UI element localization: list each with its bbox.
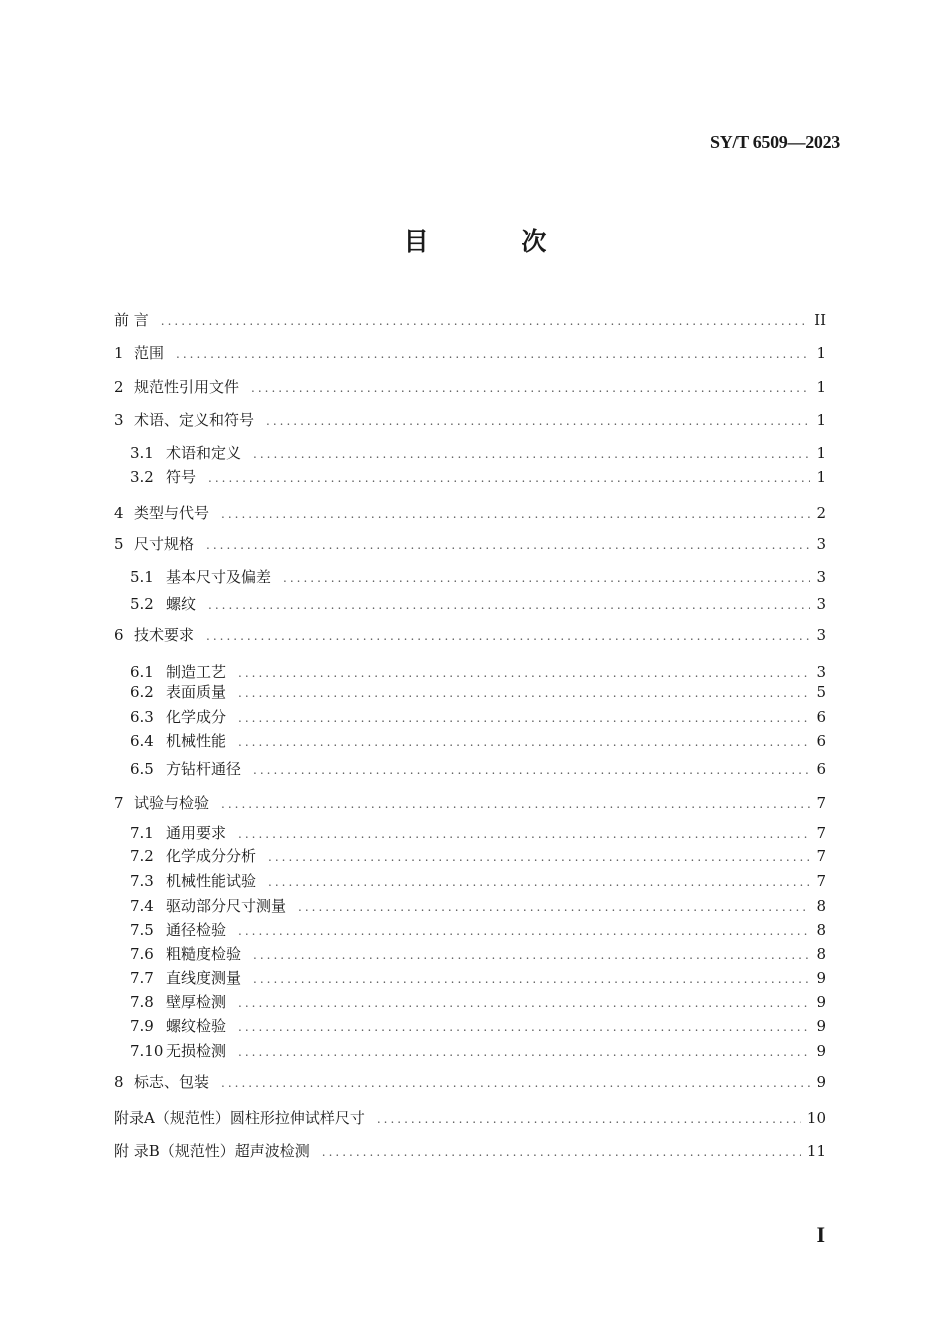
toc-entry[interactable]: [130, 467, 826, 487]
toc-entry-number: 3.1: [130, 444, 154, 462]
page-number: I: [816, 1222, 825, 1247]
dot-leader: [206, 626, 810, 646]
toc-entry-number: 7.6: [130, 945, 154, 963]
dot-leader: [238, 921, 810, 941]
toc-entry[interactable]: [114, 410, 826, 430]
toc-entry-page: 1: [816, 444, 826, 462]
dot-leader: [377, 1109, 801, 1129]
toc-entry-number: 7.7: [130, 969, 154, 987]
toc-entry-label: 无损检测: [166, 1042, 227, 1060]
toc-entry-label: 试验与检验: [134, 794, 210, 812]
toc-entry-label: 类型与代号: [134, 504, 210, 522]
toc-entry-number: 7.4: [130, 897, 154, 915]
toc-entry-page: 11: [806, 1142, 826, 1160]
toc-entry-number: 7.5: [130, 921, 154, 939]
toc-entry-page: 1: [816, 411, 826, 429]
toc-entry-number: 7.1: [130, 824, 154, 842]
toc-entry-page: II: [814, 311, 826, 329]
toc-entry-number: 6.5: [130, 760, 154, 778]
toc-entry-page: 6: [816, 760, 826, 778]
toc-entry-label: 通径检验: [166, 921, 227, 939]
toc-entry-number: 6.1: [130, 663, 154, 681]
toc-entry-number: 3: [114, 411, 124, 429]
toc-entry[interactable]: [114, 1072, 826, 1092]
toc-entry-number: 7.10: [130, 1042, 164, 1060]
page-title: 目 次: [403, 227, 589, 256]
toc-entry[interactable]: [130, 1016, 826, 1036]
toc-entry[interactable]: [130, 846, 826, 866]
toc-entry[interactable]: [130, 567, 826, 587]
toc-entry[interactable]: [130, 731, 826, 751]
toc-entry-label: 化学成分分析: [166, 847, 257, 865]
toc-entry[interactable]: [130, 823, 826, 843]
toc-entry[interactable]: [130, 968, 826, 988]
dot-leader: [238, 708, 810, 728]
dot-leader: [298, 897, 810, 917]
toc-entry[interactable]: [114, 625, 826, 645]
toc-entry-number: 4: [114, 504, 124, 522]
toc-entry-number: 7.8: [130, 993, 154, 1011]
dot-leader: [238, 732, 810, 752]
toc-entry[interactable]: [130, 707, 826, 727]
toc-entry-number: 7.3: [130, 872, 154, 890]
dot-leader: [176, 344, 810, 364]
toc-entry-label: 术语、定义和符号: [134, 411, 255, 429]
toc-entry-label: 粗糙度检验: [166, 945, 242, 963]
toc-entry[interactable]: [130, 871, 826, 891]
toc-entry-page: 9: [816, 993, 826, 1011]
toc-entry[interactable]: [130, 682, 826, 702]
dot-leader: [238, 993, 810, 1013]
toc-entry-number: 7.2: [130, 847, 154, 865]
toc-entry-number: 7: [114, 794, 124, 812]
toc-entry-number: 3.2: [130, 468, 154, 486]
toc-entry-page: 5: [816, 683, 826, 701]
dot-leader: [253, 945, 810, 965]
toc-entry-page: 10: [806, 1109, 826, 1127]
toc-entry[interactable]: [114, 310, 826, 330]
toc-entry-label: 直线度测量: [166, 969, 242, 987]
toc-entry-page: 9: [816, 969, 826, 987]
toc-entry-number: 5: [114, 535, 124, 553]
toc-entry-label: 范围: [134, 344, 165, 362]
standard-code: SY/T 6509—2023: [710, 132, 840, 152]
toc-entry[interactable]: [130, 1041, 826, 1061]
toc-entry-number: 6.2: [130, 683, 154, 701]
dot-leader: [268, 872, 810, 892]
dot-leader: [238, 1017, 810, 1037]
toc-entry-page: 8: [816, 945, 826, 963]
toc-entry-page: 7: [816, 794, 826, 812]
toc-entry-number: 6: [114, 626, 124, 644]
dot-leader: [238, 1042, 810, 1062]
toc-entry-label: 术语和定义: [166, 444, 242, 462]
toc-entry-page: 3: [816, 626, 826, 644]
dot-leader: [161, 311, 808, 331]
toc-entry[interactable]: [114, 534, 826, 554]
dot-leader: [266, 411, 810, 431]
toc-entry-label: 壁厚检测: [166, 993, 227, 1011]
toc-entry[interactable]: [114, 1141, 826, 1161]
toc-entry[interactable]: [114, 1108, 826, 1128]
toc-entry[interactable]: [130, 896, 826, 916]
dot-leader: [283, 568, 810, 588]
toc-entry-number: 2: [114, 378, 124, 396]
dot-leader: [268, 847, 810, 867]
toc-entry-page: 7: [816, 872, 826, 890]
dot-leader: [206, 535, 810, 555]
toc-entry-page: 8: [816, 897, 826, 915]
dot-leader: [251, 378, 810, 398]
toc-entry-label: 方钻杆通径: [166, 760, 242, 778]
dot-leader: [253, 969, 810, 989]
dot-leader: [253, 444, 810, 464]
toc-entry-page: 7: [816, 847, 826, 865]
toc-entry-page: 6: [816, 732, 826, 750]
toc-entry-label: 表面质量: [166, 683, 227, 701]
dot-leader: [208, 595, 810, 615]
toc-entry-page: 9: [816, 1042, 826, 1060]
toc-entry-label: 化学成分: [166, 708, 227, 726]
toc-entry[interactable]: [130, 992, 826, 1012]
toc-entry-page: 8: [816, 921, 826, 939]
toc-entry-label: 机械性能: [166, 732, 227, 750]
toc-entry-number: 6.4: [130, 732, 154, 750]
toc-entry[interactable]: [114, 793, 826, 813]
toc-entry[interactable]: [130, 920, 826, 940]
toc-entry-page: 3: [816, 535, 826, 553]
toc-entry-page: 9: [816, 1073, 826, 1091]
toc-entry[interactable]: [114, 343, 826, 363]
toc-entry[interactable]: [130, 594, 826, 614]
toc-entry-label: 前 言: [114, 311, 149, 329]
toc-entry-page: 2: [816, 504, 826, 522]
toc-entry[interactable]: [114, 503, 826, 523]
toc-entry-page: 6: [816, 708, 826, 726]
dot-leader: [322, 1142, 801, 1162]
toc-entry-label: 驱动部分尺寸测量: [166, 897, 287, 915]
toc-entry[interactable]: [130, 662, 826, 682]
toc-entry-page: 7: [816, 824, 826, 842]
toc-entry[interactable]: [130, 443, 826, 463]
toc-entry-label: 螺纹: [166, 595, 197, 613]
toc-entry-label: 尺寸规格: [134, 535, 195, 553]
dot-leader: [238, 824, 810, 844]
toc-entry-number: 8: [114, 1073, 124, 1091]
toc-entry-label: 附录A（规范性）圆柱形拉伸试样尺寸: [114, 1109, 365, 1127]
toc-entry-label: 基本尺寸及偏差: [166, 568, 272, 586]
dot-leader: [221, 794, 810, 814]
toc-entry-page: 3: [816, 595, 826, 613]
toc-entry-label: 规范性引用文件: [134, 378, 240, 396]
toc-entry-label: 标志、包装: [134, 1073, 210, 1091]
toc-entry[interactable]: [130, 759, 826, 779]
toc-entry[interactable]: [114, 377, 826, 397]
toc-entry-page: 3: [816, 568, 826, 586]
toc-entry-label: 通用要求: [166, 824, 227, 842]
toc-entry-number: 6.3: [130, 708, 154, 726]
toc-entry-page: 1: [816, 344, 826, 362]
toc-entry-page: 1: [816, 468, 826, 486]
toc-entry-label: 螺纹检验: [166, 1017, 227, 1035]
toc-entry-label: 附 录B（规范性）超声波检测: [114, 1142, 310, 1160]
dot-leader: [253, 760, 810, 780]
toc-entry-label: 技术要求: [134, 626, 195, 644]
toc-entry-number: 5.2: [130, 595, 154, 613]
toc-entry-label: 符号: [166, 468, 197, 486]
toc-entry-number: 5.1: [130, 568, 154, 586]
toc-entry-number: 7.9: [130, 1017, 154, 1035]
toc-entry-number: 1: [114, 344, 124, 362]
toc-entry-page: 3: [816, 663, 826, 681]
toc-entry-page: 1: [816, 378, 826, 396]
toc-entry[interactable]: [130, 944, 826, 964]
dot-leader: [221, 504, 810, 524]
dot-leader: [238, 683, 810, 703]
dot-leader: [238, 663, 810, 683]
toc-entry-label: 机械性能试验: [166, 872, 257, 890]
dot-leader: [208, 468, 810, 488]
dot-leader: [221, 1073, 810, 1093]
toc-entry-label: 制造工艺: [166, 663, 227, 681]
toc-entry-page: 9: [816, 1017, 826, 1035]
